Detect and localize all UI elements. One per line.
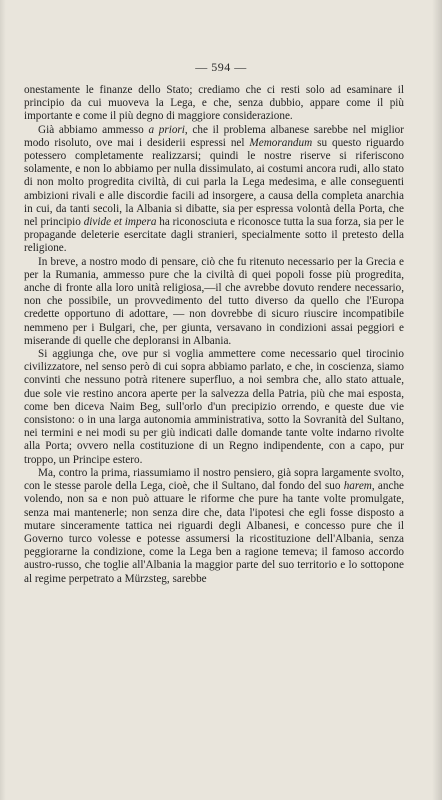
text-run: Ma, contro la prima, riassumiamo il nostro pensiero, già sopra largamente svolto, con le stesse parole della Lega, cioè, che il Sultano, dal fondo del suo	[24, 466, 404, 493]
italic-phrase: harem	[343, 480, 372, 493]
text-run: , che il problema albanese sarebbe nel miglior modo risoluto, ove mai i desiderii espressi nel	[24, 123, 404, 149]
text-run: su questo riguardo potessero completamente realizzarsi; quindi le nostre riserve si riferiscono solamente, e non lo abbiamo per nulla dissimulato, ai costumi ancora rudi, allo stato di non molto progredita civiltà, di cui parla la Lega medesima, e alle conseguenti ambizioni rivali e alle discordie facili ad insorgere, a causa della completa anarchia in cui, da tanti secoli, la Albania si dibatte, sia per espressa volontà della Porta, che nel principio	[24, 136, 404, 229]
italic-phrase: divide et impera	[83, 216, 157, 229]
page-number: — 594 —	[195, 60, 247, 74]
paragraph	[24, 256, 404, 348]
paragraph	[24, 84, 404, 124]
page-gutter-shadow	[0, 0, 6, 800]
text-run: ha riconosciuta e riconosce tutta la sua forza, sia per le propagande deleterie esercitate dagli stranieri, specialmente sotto il pretesto della religione.	[24, 216, 404, 255]
paragraph	[24, 348, 404, 467]
body-text	[24, 84, 404, 586]
italic-phrase: a priori	[148, 123, 185, 136]
text-run: onestamente le finanze dello Stato; crediamo che ci resti solo ad esaminare il principio da cui muoveva la Lega, e che, senza dubbio, appare come il più importante e come il più degno di maggiore considerazione.	[24, 84, 404, 123]
text-run: Già abbiamo ammesso	[38, 123, 149, 136]
paragraph	[24, 467, 404, 586]
text-run: , anche volendo, non sa e non può attuare le riforme che pure ha tante volte promulgate, senza mai mantenerle; non senza dire che, data l'ipotesi che egli fosse disposto a mutare sinceramente tattica nei riguardi degli Albanesi, e concesso pure che il Governo turco volesse e potesse assumersi la ricostituzione dell'Albania, senza peggiorarne la condizione, come la Lega ben a ragione temeva; il famoso accordo austro-russo, che toglie all'Albania la maggior parte del suo territorio e lo sottopone al regime perpetrato a Mürzsteg, sarebbe	[24, 480, 404, 585]
page-edge-shadow	[432, 0, 442, 800]
paragraph	[24, 124, 404, 256]
text-run: In breve, a nostro modo di pensare, ciò che fu ritenuto necessario per la Grecia e per la Rumania, ammesso pure che la civiltà di quei popoli fosse più progredita, anche di fronte alla loro unità religiosa,—il che avrebbe dovuto rendere necessario, non che possibile, un provvedimento del tutto diverso da quello che l'Europa credette opportuno di adottare, — non dovrebbe di sicuro riuscire incompatibile nemmeno per i Bulgari, che, per giunta, versavano in condizioni assai peggiori e miserande di quelle che deploransi in Albania.	[24, 255, 404, 347]
italic-phrase: Memorandum	[249, 136, 313, 149]
text-run: Si aggiunga che, ove pur si voglia ammettere come necessario quel tirocinio civilizzatore, nel senso però di cui sopra abbiamo parlato, e che, in coscienza, siamo convinti che nessuno potrà ritenere superfluo, a noi sembra che, allo stato attuale, due sole vie restino ancora aperte per la salvezza della Patria, più che mai esposta, come ben diceva Naim Beg, sull'orlo d'un precipizio orrendo, e queste due vie consistono: o in una larga autonomia amministrativa, sotto la Sovranità del Sultano, nei termini e nei modi su per giù indicati dalle domande tante volte indarno rivolte alla Porta; ovvero nella costituzione di un Regno indipendente, con a capo, pur troppo, un Principe estero.	[24, 348, 404, 466]
